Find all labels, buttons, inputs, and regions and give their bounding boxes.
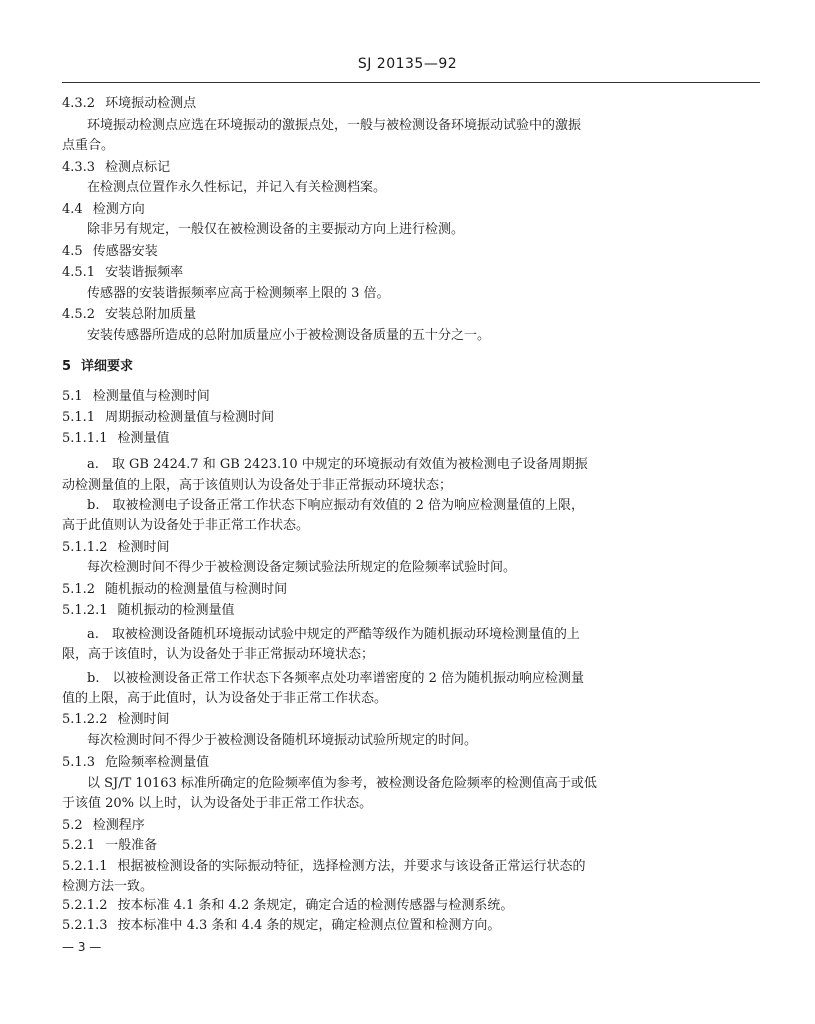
paragraph-line: 每次检测时间不得少于被检测设备随机环境振动试验所规定的时间。: [87, 733, 478, 748]
section-number: 4.5.2: [62, 307, 96, 322]
section-heading: [62, 431, 170, 447]
section-number: 5.1.1.1: [62, 431, 108, 446]
paragraph-line: 以 SJ/T 10163 标准所确定的危险频率值为参考，被检测设备危险频率的检测值高于或低: [87, 776, 597, 791]
section-number: 4.5.1: [62, 265, 96, 280]
section-heading: [62, 389, 210, 405]
section-number: 5.2.1.2: [62, 898, 108, 913]
paragraph-line: 每次检测时间不得少于被检测设备定频试验法所规定的危险频率试验时间。: [87, 560, 517, 575]
section-heading: [62, 540, 170, 556]
paragraph-line: b. 取被检测电子设备正常工作状态下响应振动有效值的 2 倍为响应检测量值的上限，: [87, 498, 584, 513]
section-number: 5.1.1: [62, 410, 96, 425]
section-heading: [62, 838, 157, 854]
page-number: — 3 —: [62, 940, 102, 954]
section-title: 周期振动检测量值与检测时间: [105, 410, 275, 425]
paragraph-line: 值的上限，高于此值时，认为设备处于非正常工作状态。: [62, 691, 388, 706]
paragraph-line: 限，高于该值时，认为设备处于非正常振动环境状态；: [62, 647, 375, 662]
section-number: 5.1.1.2: [62, 540, 108, 555]
section-number: 5.1.2.2: [62, 712, 108, 727]
section-number: 5.2: [62, 818, 83, 833]
section-title: 检测时间: [117, 540, 170, 555]
section-number: 4.4: [62, 202, 83, 217]
section-title: 随机振动的检测量值与检测时间: [105, 582, 288, 597]
paragraph-line: 于该值 20% 以上时，认为设备处于非正常工作状态。: [62, 796, 373, 811]
section-heading: [62, 265, 183, 281]
section-heading: [62, 582, 287, 598]
section-number: 5.1.2: [62, 582, 96, 597]
paragraph-line: 点重合。: [62, 138, 115, 153]
paragraph-line: 动检测量值的上限，高于该值则认为设备处于非正常振动环境状态；: [62, 478, 453, 493]
section-title: 根据被检测设备的实际振动特征，选择检测方法，并要求与该设备正常运行状态的: [117, 859, 586, 874]
section-title: 一般准备: [105, 838, 158, 853]
section-number: 5.2.1.1: [62, 859, 108, 874]
section-number: 4.5: [62, 244, 83, 259]
section-title: 检测程序: [92, 818, 145, 833]
section-heading: [62, 898, 513, 914]
section-number: 5.1: [62, 389, 83, 404]
section-title: 传感器安装: [92, 244, 158, 259]
section-number: 5.2.1.3: [62, 918, 108, 933]
section-heading: [62, 202, 145, 218]
section-heading: [62, 603, 235, 619]
section-heading: [62, 755, 209, 771]
section-heading: [62, 244, 158, 260]
section-number: 4.3.3: [62, 160, 96, 175]
section-heading: [62, 712, 170, 728]
section-title: 检测方向: [92, 202, 145, 217]
section-title: 按本标准中 4.3 条和 4.4 条的规定，确定检测点位置和检测方向。: [117, 918, 501, 933]
paragraph-line: a. 取被检测设备随机环境振动试验中规定的严酷等级作为随机振动环境检测量值的上: [87, 627, 580, 642]
section-heading: [62, 160, 170, 176]
section-title: 环境振动检测点: [105, 96, 197, 111]
section-heading: [62, 918, 500, 934]
section-title: 检测时间: [117, 712, 170, 727]
section-title: 检测量值: [117, 431, 170, 446]
section-title: 安装谐振频率: [105, 265, 184, 280]
section-number: 5.2.1: [62, 838, 96, 853]
section-title: 安装总附加质量: [105, 307, 197, 322]
paragraph-line: 安装传感器所造成的总附加质量应小于被检测设备质量的五十分之一。: [87, 328, 491, 343]
paragraph-line: a. 取 GB 2424.7 和 GB 2423.10 中规定的环境振动有效值为被检测电子设备周期振: [87, 457, 588, 472]
section-heading: [62, 359, 133, 375]
paragraph-line: 在检测点位置作永久性标记，并记入有关检测档案。: [87, 180, 387, 195]
section-title: 按本标准 4.1 条和 4.2 条规定，确定合适的检测传感器与检测系统。: [117, 898, 514, 913]
paragraph-line: 环境振动检测点应选在环境振动的激振点处，一般与被检测设备环境振动试验中的激振: [87, 118, 582, 133]
section-title: 详细要求: [81, 359, 134, 374]
section-title: 检测量值与检测时间: [92, 389, 210, 404]
section-number: 5: [62, 359, 72, 374]
section-heading: [62, 96, 196, 112]
paragraph-line: b. 以被检测设备正常工作状态下各频率点处功率谱密度的 2 倍为随机振动响应检测量: [87, 671, 584, 686]
header-rule: [62, 82, 760, 83]
section-heading: [62, 818, 145, 834]
paragraph-line: 传感器的安装谐振频率应高于检测频率上限的 3 倍。: [87, 286, 390, 301]
section-heading: [62, 859, 586, 875]
section-title: 检测点标记: [105, 160, 171, 175]
section-number: 5.1.2.1: [62, 603, 108, 618]
paragraph-line: 除非另有规定，一般仅在被检测设备的主要振动方向上进行检测。: [87, 222, 465, 237]
section-number: 4.3.2: [62, 96, 96, 111]
section-heading: [62, 410, 274, 426]
section-number: 5.1.3: [62, 755, 96, 770]
paragraph-line: 检测方法一致。: [62, 879, 154, 894]
section-heading: [62, 307, 196, 323]
section-title: 危险频率检测量值: [105, 755, 210, 770]
paragraph-line: 高于此值则认为设备处于非正常工作状态。: [62, 518, 310, 533]
standard-code-header: SJ 20135—92: [357, 56, 458, 72]
section-title: 随机振动的检测量值: [117, 603, 235, 618]
